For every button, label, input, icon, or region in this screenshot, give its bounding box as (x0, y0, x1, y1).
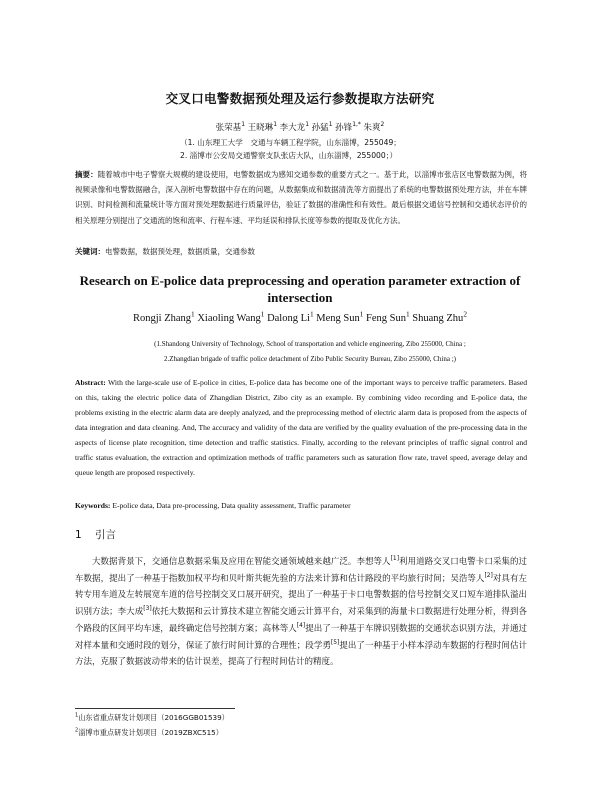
section-title: 引言 (95, 529, 116, 541)
citation-ref: [5] (330, 638, 340, 646)
cn-author-name: 张荣基 (215, 123, 242, 133)
section-number: 1 (75, 529, 82, 541)
en-abstract-text: With the large-scale use of E-police in cities, E-police data has become one of the important ways to perceive traffic parameters. Based on this, taking the electric police data of Zhangdian District, Zibo city as an example. By combining video recording and E-police data, the problems existing in the electric alarm data are deeply analyzed, and the preprocessing method of electric alarm data is proposed from the aspects of data integration and data cleaning. And, The accuracy and validity of the data are verified by the quality evaluation of the pre-processing data in the aspects of license plate recognition, time detection and traffic statistics. Finally, according to the relevant principles of traffic signal control and traffic status evaluation, the extraction and optimization methods of traffic parameters such as saturation flow rate, travel speed, average delay and queue length are proposed respectively. (75, 378, 528, 477)
cn-author-sup: 1 (273, 121, 277, 129)
cn-author-name: 王晓琳 (247, 123, 274, 133)
english-affiliations (95, 337, 525, 367)
en-author-sup: 1 (405, 309, 410, 319)
cn-author-name: 朱爽 (363, 123, 381, 133)
section-heading (75, 527, 116, 542)
cn-affiliation-line-2: 2. 淄博市公安局交通警察支队张店大队，山东淄博，255000；） (180, 151, 398, 160)
english-authors (0, 309, 600, 324)
cn-author-name: 李大龙 (279, 123, 306, 133)
footnote-marker: 1 (75, 712, 79, 719)
en-affiliation-line-1: (1.Shandong University of Technology, School of transportation and vehicle engineering, Zibo 255000, China ; (154, 340, 466, 348)
en-author-name: Meng Sun (316, 313, 360, 324)
cn-author-name: 孙猛 (311, 123, 329, 133)
en-author-sup: 1 (260, 309, 265, 319)
en-author-sup: 2 (463, 309, 467, 319)
body-text-run: 依托大数据和云计算技术建立智能交通云计算平台，对采集到的海量卡口数据进行处理分析，得到各个路段的区间平均车速，最终确定信号控制方案；高林等人 (75, 607, 527, 634)
body-text-run: 利用道路交叉口电警卡口采集的过车数据，提出了一种基于指数加权平均和贝叶斯共轭先验的方法来计算和估计路段的平均旅行时间；吴浩等人 (75, 557, 527, 584)
footnote-text: 山东省重点研发计划项目（2016GGB01539） (78, 713, 229, 722)
cn-abstract-text: 随着城市中电子警察大规模的建设使用，电警数据成为感知交通参数的重要方式之一。基于此，以淄博市张店区电警数据为例，将视频录像和电警数据融合，深入剖析电警数据中存在的问题，从数据集成和数据清洗等方面提出了系统的电警数据预处理方法，并在车牌识别、时间检测和流量统计等方面对预处理数据进行质量评估，验证了数据的准确性和有效性。最后根据交通信号控制和交通状态评价的相关原理分别提出了交通流的饱和流率、行程车速、平均延误和排队长度等参数的提取及优化方法。 (75, 170, 528, 225)
cn-affiliation-line-1: （1. 山东理工大学 交通与车辆工程学院，山东淄博，255049； (180, 138, 401, 147)
en-keywords-label: Keywords: (75, 501, 111, 510)
cn-author-sup: 1 (328, 121, 333, 129)
cn-author-sup: 1,* (352, 121, 361, 129)
chinese-keywords (75, 246, 527, 257)
body-text-run: 提出了一种基于小样本浮动车数据的行程时间估计方法，克服了数据波动带来的估计误差，提高了行程时间估计的精度。 (75, 640, 527, 668)
en-author-sup: 1 (359, 309, 364, 319)
cn-keywords-text: 电警数据，数据预处理，数据质量，交通参数 (105, 247, 255, 256)
cn-abstract-label: 摘要： (75, 170, 98, 179)
chinese-affiliations (180, 136, 480, 162)
footnote-1 (75, 713, 229, 723)
en-author-name: Xiaoling Wang (197, 313, 261, 324)
en-abstract-label: Abstract: (75, 378, 106, 387)
en-author-sup: 1 (309, 309, 314, 319)
en-author-name: Dalong Li (267, 313, 310, 324)
en-author-sup: 1 (191, 309, 195, 319)
cn-author-sup: 1 (305, 121, 309, 129)
cn-author-sup: 2 (380, 121, 385, 129)
citation-ref: [2] (484, 571, 493, 579)
body-text-run: 对具有左转专用车道及左转展宽车道的信号控制交叉口展开研究，提出了一种基于卡口电警数据的信号控制交叉口短车道排队溢出识别方法；李大成 (75, 573, 527, 618)
introduction-paragraph (75, 554, 527, 671)
footnote-text: 淄博市重点研发计划项目（2019ZBXC515） (78, 728, 223, 737)
cn-author-sup: 1 (241, 121, 245, 129)
citation-ref: [3] (143, 605, 152, 613)
footnote-divider (75, 708, 235, 709)
english-keywords (75, 501, 527, 510)
en-affiliation-line-2: 2.Zhangdian brigade of traffic police detachment of Zibo Public Security Bureau, Zibo 255000, China ;) (163, 355, 457, 363)
english-title: Research on E-police data preprocessing and operation parameter extraction of intersection (79, 273, 521, 305)
cn-keywords-label: 关键词： (75, 247, 105, 256)
footnote-marker: 2 (75, 727, 79, 734)
footnote-2 (75, 728, 223, 738)
en-author-name: Shuang Zhu (412, 313, 464, 324)
chinese-title: 交叉口电警数据预处理及运行参数提取方法研究 (165, 91, 435, 106)
en-keywords-text: E-police data, Data pre-processing, Data quality assessment, Traffic parameter (112, 501, 351, 510)
citation-ref: [4] (296, 621, 306, 629)
en-author-name: Feng Sun (366, 313, 406, 324)
en-author-name: Rongji Zhang (133, 313, 192, 324)
body-text-run: 提出了一种基于车牌识别数据的交通状态识别方法，并通过对样本量和交通时段的划分，保证了旅行时间计算的合理性；段学勇 (75, 623, 527, 651)
cn-author-name: 孙锋 (335, 123, 353, 133)
chinese-abstract (75, 167, 527, 228)
english-abstract (75, 375, 527, 480)
chinese-authors (0, 121, 600, 133)
citation-ref: [1] (390, 555, 400, 563)
body-text-run: 大数据背景下，交通信息数据采集及应用在智能交通领域越来越广泛。李想等人 (92, 557, 391, 567)
